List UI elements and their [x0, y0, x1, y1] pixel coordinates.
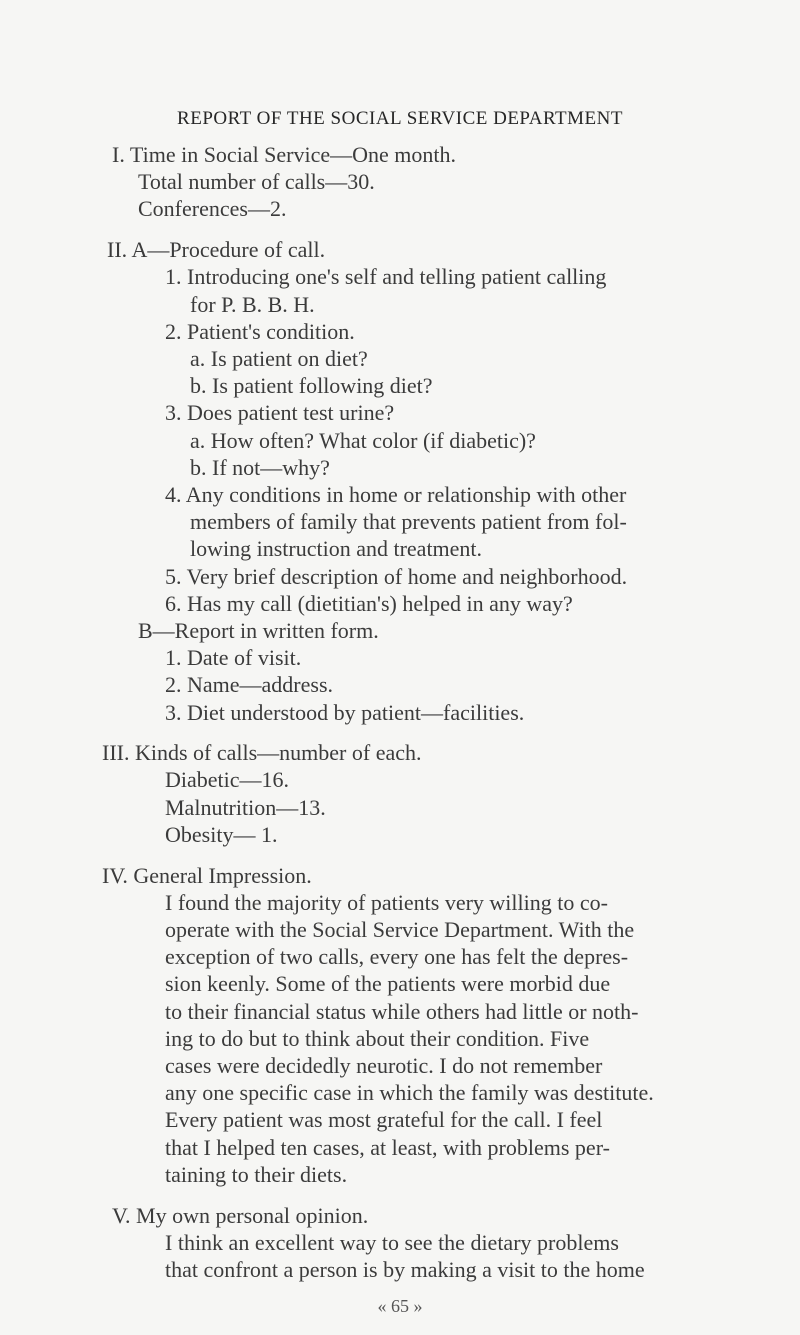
list-item: Malnutrition—13.	[165, 795, 326, 820]
paragraph-line: exception of two calls, every one has felt the depres-	[165, 944, 629, 969]
section-1-heading: I. Time in Social Service—One month.	[112, 142, 457, 167]
subsection-heading: B—Report in written form.	[138, 618, 379, 643]
list-item: 2. Patient's condition.	[165, 319, 355, 344]
paragraph-line: I found the majority of patients very willing to co-	[165, 890, 608, 915]
list-item: Diabetic—16.	[165, 767, 290, 792]
list-item: a. Is patient on diet?	[190, 346, 368, 371]
list-item: 1. Date of visit.	[165, 645, 302, 670]
paragraph-line: to their financial status while others had little or noth-	[165, 999, 639, 1024]
text-line: members of family that prevents patient from fol-	[190, 509, 627, 534]
list-item: b. If not—why?	[190, 455, 330, 480]
paragraph-line: that I helped ten cases, at least, with problems per-	[165, 1135, 610, 1160]
paragraph-line: Every patient was most grateful for the call. I feel	[165, 1107, 603, 1132]
paragraph-line: any one specific case in which the family was destitute.	[165, 1080, 654, 1105]
text-line: Conferences—2.	[138, 196, 287, 221]
text-line: for P. B. B. H.	[190, 292, 315, 317]
section-2-heading: II. A—Procedure of call.	[107, 237, 326, 262]
paragraph-line: operate with the Social Service Department. With the	[165, 917, 635, 942]
paragraph-line: I think an excellent way to see the dietary problems	[165, 1230, 619, 1255]
page-title: REPORT OF THE SOCIAL SERVICE DEPARTMENT	[177, 108, 623, 129]
list-item: b. Is patient following diet?	[190, 373, 433, 398]
paragraph-line: sion keenly. Some of the patients were morbid due	[165, 971, 611, 996]
paragraph-line: cases were decidedly neurotic. I do not remember	[165, 1053, 603, 1078]
text-line: lowing instruction and treatment.	[190, 536, 483, 561]
paragraph-line: taining to their diets.	[165, 1162, 348, 1187]
list-item: 3. Diet understood by patient—facilities.	[165, 700, 525, 725]
page-number: « 65 »	[377, 1296, 423, 1316]
list-item: 3. Does patient test urine?	[165, 400, 395, 425]
paragraph-line: ing to do but to think about their condition. Five	[165, 1026, 590, 1051]
section-4-heading: IV. General Impression.	[102, 863, 312, 888]
list-item: 2. Name—address.	[165, 672, 334, 697]
list-item: 6. Has my call (dietitian's) helped in any way?	[165, 591, 573, 616]
list-item: 5. Very brief description of home and neighborhood.	[165, 564, 628, 589]
section-3-heading: III. Kinds of calls—number of each.	[102, 740, 422, 765]
paragraph-line: that confront a person is by making a visit to the home	[165, 1257, 645, 1282]
list-item: 1. Introducing one's self and telling patient calling	[165, 264, 607, 289]
list-item: 4. Any conditions in home or relationship with other	[165, 482, 627, 507]
text-line: Total number of calls—30.	[138, 169, 375, 194]
list-item: a. How often? What color (if diabetic)?	[190, 428, 536, 453]
section-5-heading: V. My own personal opinion.	[112, 1203, 369, 1228]
list-item: Obesity— 1.	[165, 822, 278, 847]
